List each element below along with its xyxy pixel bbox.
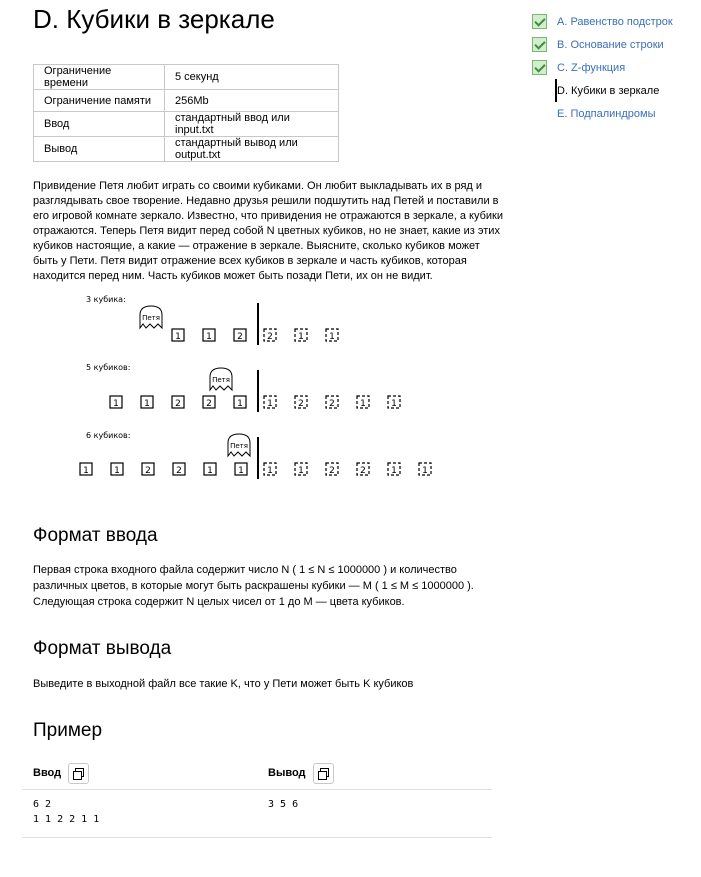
limit-value: стандартный вывод или output.txt bbox=[165, 137, 339, 162]
example-output-header bbox=[268, 760, 334, 786]
cube-label: 2 bbox=[175, 399, 181, 409]
limit-value: 256Mb bbox=[165, 90, 339, 112]
output-format-heading: Формат вывода bbox=[33, 638, 172, 659]
nav-link-active: D. Кубики в зеркале bbox=[557, 84, 660, 97]
table-row bbox=[34, 65, 339, 90]
cube-label: 1 bbox=[207, 466, 213, 476]
reflected-cube-label: 1 bbox=[267, 399, 273, 409]
example-heading: Пример bbox=[33, 720, 103, 741]
reflected-cube-label: 1 bbox=[267, 466, 273, 476]
ghost-label: Петя bbox=[230, 442, 248, 450]
table-row bbox=[34, 137, 339, 162]
reflected-cube-label: 2 bbox=[329, 399, 335, 409]
limit-label: Ввод bbox=[34, 112, 165, 137]
cube-label: 2 bbox=[237, 332, 243, 342]
example-input-header bbox=[33, 760, 89, 786]
nav-item-b[interactable] bbox=[532, 33, 701, 56]
cube-label: 2 bbox=[176, 466, 182, 476]
cube-label: 1 bbox=[175, 332, 181, 342]
reflected-cube-label: 1 bbox=[298, 332, 304, 342]
active-indicator bbox=[555, 79, 557, 102]
nav-item-e[interactable] bbox=[532, 102, 701, 125]
reflected-cube-label: 2 bbox=[329, 466, 335, 476]
example-output-data: 3 5 6 bbox=[268, 799, 299, 810]
cube-label: 1 bbox=[237, 399, 243, 409]
nav-item-a[interactable] bbox=[532, 10, 701, 33]
row-caption: 5 кубиков: bbox=[86, 363, 131, 372]
input-format-text: Первая строка входного файла содержит число N ( 1 ≤ N ≤ 1000000 ) и количество различных цветов, в которые могут быть раскрашены кубики — M ( 1 ≤ M ≤ 1000000 ). Следующая строка содержит N целых чисел от 1 до M — цвета кубиков. bbox=[33, 564, 474, 608]
cube-label: 2 bbox=[145, 466, 151, 476]
row-caption: 6 кубиков: bbox=[86, 431, 131, 440]
example-input-data: 6 2 1 1 2 2 1 1 bbox=[33, 799, 100, 825]
ghost-label: Петя bbox=[142, 314, 160, 322]
cube-label: 1 bbox=[144, 399, 150, 409]
cube-label: 1 bbox=[206, 332, 212, 342]
nav-link[interactable]: B. Основание строки bbox=[557, 38, 664, 51]
limit-value: стандартный ввод или input.txt bbox=[165, 112, 339, 137]
reflected-cube-label: 2 bbox=[360, 466, 366, 476]
copy-icon bbox=[73, 771, 82, 780]
cube-label: 1 bbox=[114, 466, 120, 476]
problem-legend: Привидение Петя любит играть со своими кубиками. Он любит выкладывать их в ряд и разглядывать свое творение. Недавно друзья решили подшутить над Петей и поставили в его игровой комнате зеркало. Известно, что привидения не отражаются в зеркале, а кубики отражаются. Теперь Петя видит перед собой N цветных кубиков, но не знает, какие из этих кубиков настоящие, а какие — отражение в зеркале. Выясните, сколько кубиков может быть у Пети. Петя видит отражение всех кубиков в зеркале и часть кубиков, которая находится перед ним. Часть кубиков может быть позади Пети, их он не видит. bbox=[33, 180, 503, 282]
limit-label: Ограничение памяти bbox=[34, 90, 165, 112]
table-row bbox=[34, 90, 339, 112]
output-format-text: Выведите в выходной файл все такие K, что у Пети может быть K кубиков bbox=[33, 678, 414, 690]
cube-label: 1 bbox=[83, 466, 89, 476]
limit-label: Вывод bbox=[34, 137, 165, 162]
page-title: D. Кубики в зеркале bbox=[33, 4, 275, 34]
copy-input-button[interactable] bbox=[68, 763, 89, 784]
cube-label: 1 bbox=[238, 466, 244, 476]
reflected-cube-label: 1 bbox=[298, 466, 304, 476]
table-row bbox=[34, 112, 339, 137]
limits-table bbox=[33, 64, 339, 162]
row-caption: 3 кубика: bbox=[86, 295, 126, 304]
reflected-cube-label: 1 bbox=[391, 466, 397, 476]
reflected-cube-label: 1 bbox=[391, 399, 397, 409]
reflected-cube-label: 2 bbox=[298, 399, 304, 409]
reflected-cube-label: 2 bbox=[267, 332, 273, 342]
ghost-label: Петя bbox=[212, 376, 230, 384]
nav-link[interactable]: C. Z-функция bbox=[557, 61, 626, 74]
divider bbox=[22, 789, 492, 790]
limit-label: Ограничение времени bbox=[34, 65, 165, 90]
divider bbox=[22, 837, 492, 838]
nav-item-c[interactable] bbox=[532, 56, 701, 79]
check-icon bbox=[532, 60, 547, 75]
reflected-cube-label: 1 bbox=[329, 332, 335, 342]
nav-link[interactable]: A. Равенство подстрок bbox=[557, 15, 673, 28]
cube-label: 2 bbox=[206, 399, 212, 409]
reflected-cube-label: 1 bbox=[360, 399, 366, 409]
limit-value: 5 секунд bbox=[165, 65, 339, 90]
input-format-heading: Формат ввода bbox=[33, 525, 158, 546]
check-icon bbox=[532, 14, 547, 29]
example-input-label: Ввод bbox=[33, 767, 62, 779]
nav-item-d[interactable] bbox=[532, 79, 701, 102]
copy-icon bbox=[318, 771, 327, 780]
example-output-label: Вывод bbox=[268, 767, 306, 779]
cube-label: 1 bbox=[113, 399, 119, 409]
reflected-cube-label: 1 bbox=[422, 466, 428, 476]
check-icon bbox=[532, 37, 547, 52]
cubes-illustration bbox=[70, 292, 450, 492]
copy-output-button[interactable] bbox=[313, 763, 334, 784]
problems-nav bbox=[532, 10, 701, 125]
nav-link[interactable]: E. Подпалиндромы bbox=[557, 107, 656, 120]
